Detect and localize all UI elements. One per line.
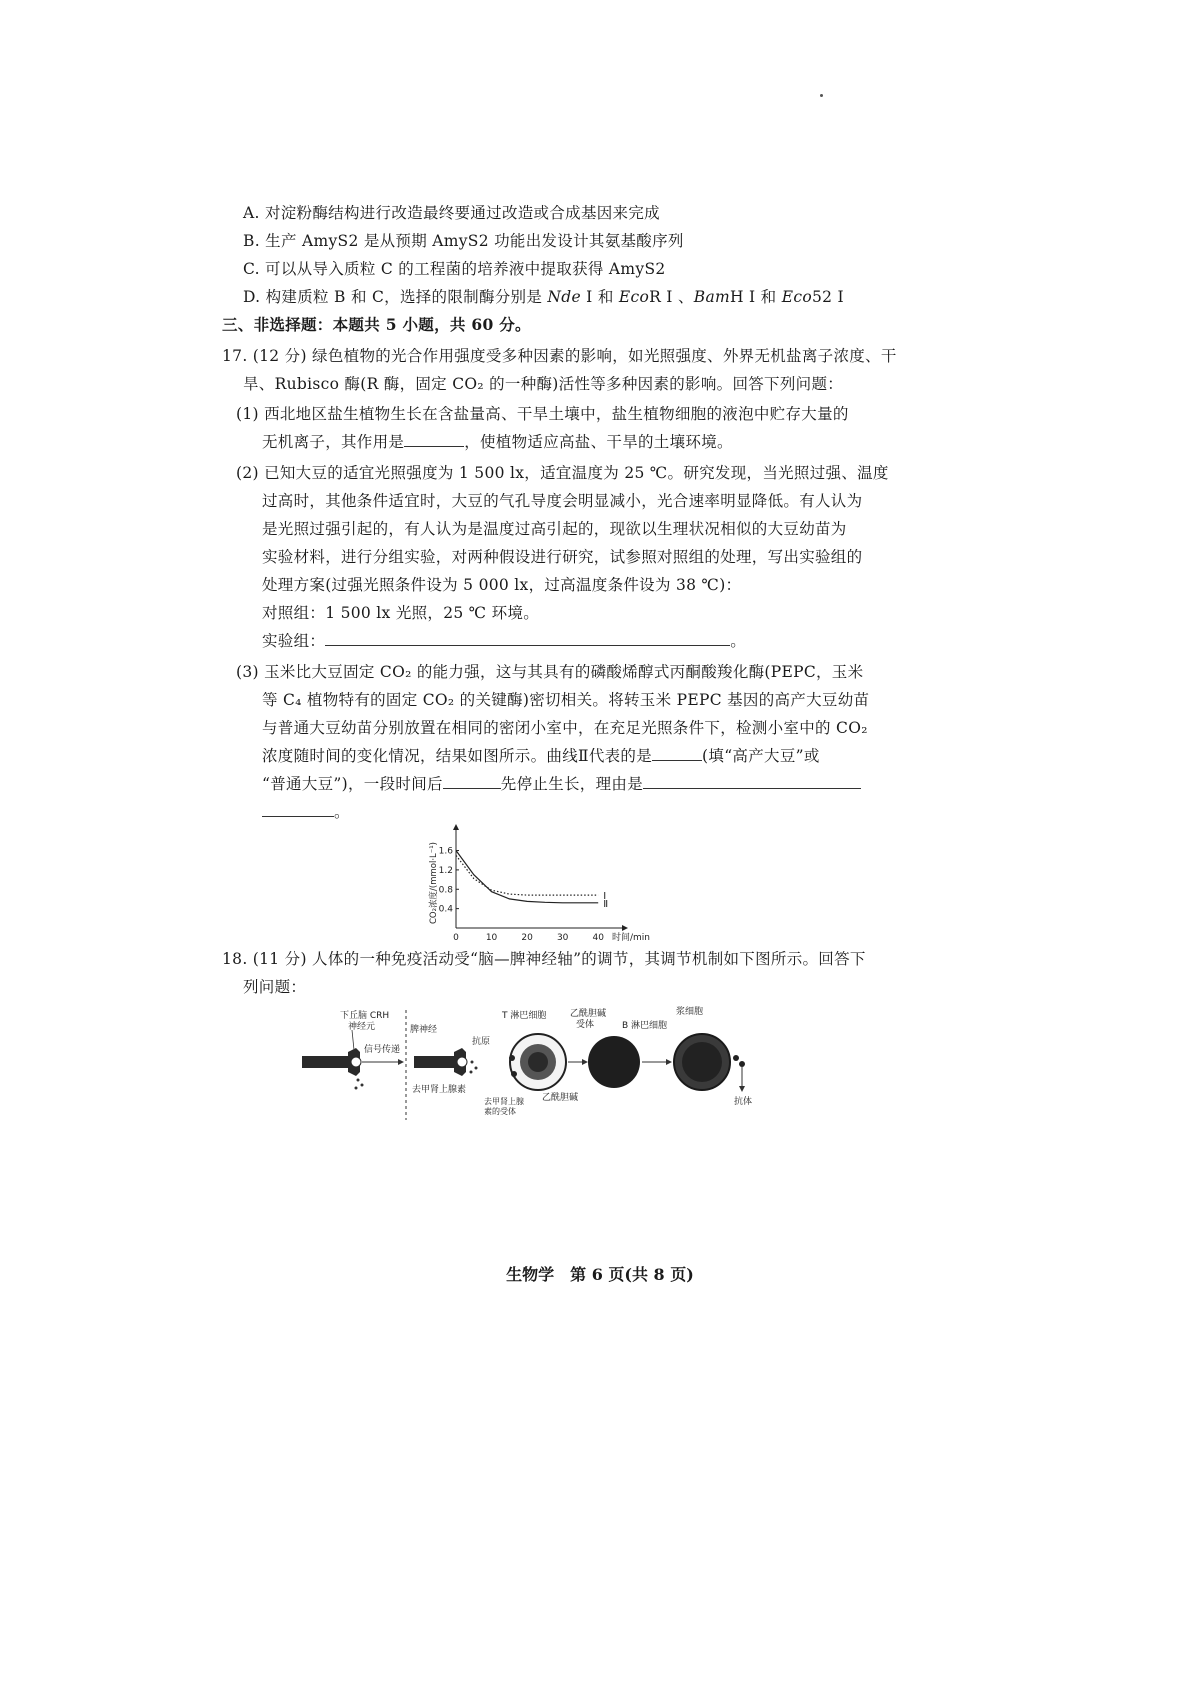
page-footer: 生物学 第 6 页(共 8 页) <box>506 1265 694 1284</box>
q17-part2-line2: 过高时，其他条件适宜时，大豆的气孔导度会明显减小，光合速率明显降低。有人认为 <box>262 492 863 510</box>
q17-part1-line1: (1) 西北地区盐生植物生长在含盐量高、干旱土壤中，盐生植物细胞的液泡中贮存大量的 <box>236 405 849 423</box>
enzyme-ecor-tail: R Ⅰ 、 <box>649 288 694 306</box>
y-axis-label: CO₂浓度/(mmol·L⁻¹) <box>429 842 439 924</box>
antigen-label: 抗原 <box>472 1037 491 1047</box>
option-b: B. 生产 AmyS2 是从预期 AmyS2 功能出发设计其氨基酸序列 <box>243 232 684 250</box>
q17-part2-line5: 处理方案(过强光照条件设为 5 000 lx，过高温度条件设为 38 ℃)： <box>262 576 742 594</box>
q17-control-group: 对照组：1 500 lx 光照，25 ℃ 环境。 <box>262 604 540 622</box>
q17-part1-text-b: ，使植物适应高盐、干旱的土壤环境。 <box>464 433 733 451</box>
answer-blank-5[interactable] <box>643 774 861 789</box>
series-label-2: Ⅱ <box>603 898 609 910</box>
ach-label: 乙酰胆碱 <box>542 1093 579 1103</box>
x-tick-label: 20 <box>521 933 533 943</box>
enzyme-eco52-tail: 52 Ⅰ <box>811 288 844 306</box>
q17-part2-line1: (2) 已知大豆的适宜光照强度为 1 500 lx，适宜温度为 25 ℃。研究发现，当光照过强、温度 <box>236 464 889 482</box>
answer-blank-4[interactable] <box>443 774 501 789</box>
immune-diagram <box>290 1000 780 1150</box>
y-tick-label: 1.2 <box>438 865 453 876</box>
q17-part3-line4 <box>262 745 820 767</box>
x-tick-label: 40 <box>592 933 604 943</box>
answer-blank-5-cont[interactable] <box>262 802 334 817</box>
plasma-cell <box>674 1034 730 1090</box>
vesicle-dots-1 <box>355 1079 364 1090</box>
q17-part3-text-c: “普通大豆”)，一段时间后 <box>262 775 443 793</box>
q17-part3-text-d: 先停止生长，理由是 <box>500 775 643 793</box>
section-title: 三、非选择题：本题共 5 小题，共 60 分。 <box>222 315 531 334</box>
q17-part3-line5 <box>262 773 861 795</box>
q17-part3-line2: 等 C₄ 植物特有的固定 CO₂ 的关键酶)密切相关。将转玉米 PEPC 基因的高产大豆幼苗 <box>262 691 870 709</box>
ach-receptor-label-2: 受体 <box>576 1020 595 1030</box>
answer-blank-2[interactable] <box>325 631 730 646</box>
t-lymphocyte <box>509 1034 566 1090</box>
t-cell-label: T 淋巴细胞 <box>502 1011 547 1021</box>
y-tick-label: 0.8 <box>438 885 453 896</box>
crh-label-2: 神经元 <box>348 1022 376 1032</box>
spleen-nerve-label: 脾神经 <box>410 1025 438 1035</box>
norepinephrine-label: 去甲肾上腺素 <box>412 1085 467 1095</box>
y-tick-label: 0.4 <box>438 904 453 915</box>
crh-neuron <box>302 1048 361 1076</box>
option-d <box>243 286 844 308</box>
q17-part3-text-a: 浓度随时间的变化情况，结果如图所示。曲线Ⅱ代表的是 <box>262 747 653 765</box>
q17-part3-line1: (3) 玉米比大豆固定 CO₂ 的能力强，这与其具有的磷酸烯醇式丙酮酸羧化酶(PEPC，玉米 <box>236 663 864 681</box>
q17-part3-period: 。 <box>334 803 350 821</box>
crh-label-1: 下丘脑 CRH <box>340 1011 390 1021</box>
option-a: A. 对淀粉酶结构进行改造最终要通过改造或合成基因来完成 <box>243 204 660 222</box>
co2-chart <box>420 826 651 944</box>
antibody-label: 抗体 <box>734 1097 753 1107</box>
enzyme-ecor: Eco <box>618 288 650 306</box>
enzyme-nde-tail: Ⅰ 和 <box>580 288 619 306</box>
q17-part1-line2 <box>262 431 733 453</box>
series-line-1 <box>456 855 598 895</box>
q17-intro-1: 17. (12 分) 绿色植物的光合作用强度受多种因素的影响，如光照强度、外界无机盐离子浓度、干 <box>222 347 897 365</box>
ne-receptor-label-2: 素的受体 <box>484 1107 516 1116</box>
plasma-cell-label: 浆细胞 <box>676 1007 704 1017</box>
answer-blank-3[interactable] <box>652 746 702 761</box>
b-lymphocyte <box>588 1036 640 1088</box>
ach-receptor-label-1: 乙酰胆碱 <box>570 1009 607 1019</box>
x-axis-arrow <box>622 925 628 931</box>
q17-part3-line3: 与普通大豆幼苗分别放置在相同的密闭小室中，在充足光照条件下，检测小室中的 CO₂ <box>262 719 868 737</box>
antibody-icon <box>733 1055 745 1092</box>
q17-intro-2: 旱、Rubisco 酶(R 酶，固定 CO₂ 的一种酶)活性等多种因素的影响。回答下列问题： <box>243 375 844 393</box>
experimental-period: 。 <box>730 632 747 650</box>
enzyme-bamh: Bam <box>693 288 730 306</box>
q18-intro-2: 列问题： <box>243 978 307 996</box>
ne-receptor-label-1: 去甲肾上腺 <box>484 1097 524 1106</box>
enzyme-nde: Nde <box>547 288 581 306</box>
option-c: C. 可以从导入质粒 C 的工程菌的培养液中提取获得 AmyS2 <box>243 260 666 278</box>
x-tick-label: 10 <box>485 933 498 943</box>
vesicle-dots-2 <box>470 1061 478 1074</box>
q17-part2-line3: 是光照过强引起的，有人认为是温度过高引起的，现欲以生理状况相似的大豆幼苗为 <box>262 520 847 538</box>
y-axis-arrow <box>453 824 459 830</box>
option-d-prefix: D. 构建质粒 B 和 C，选择的限制酶分别是 <box>243 288 548 306</box>
b-cell-label: B 淋巴细胞 <box>622 1021 668 1031</box>
q18-intro-1: 18. (11 分) 人体的一种免疫活动受“脑—脾神经轴”的调节，其调节机制如下图所示。回答下 <box>222 950 866 968</box>
y-tick-label: 1.6 <box>438 846 453 857</box>
x-tick-label: 30 <box>556 933 569 943</box>
scan-speck <box>820 94 823 97</box>
enzyme-bamh-tail: H Ⅰ 和 <box>729 288 782 306</box>
q17-part3-text-b: (填“高产大豆”或 <box>702 747 820 765</box>
x-axis-label: 时间/min <box>612 933 651 943</box>
experimental-label: 实验组： <box>262 632 326 650</box>
spleen-nerve <box>414 1048 467 1076</box>
series-line-2 <box>456 851 598 903</box>
q17-experimental-group <box>262 630 746 652</box>
signal-label: 信号传递 <box>364 1045 401 1055</box>
answer-blank-1[interactable] <box>404 432 464 447</box>
enzyme-eco52: Eco <box>781 288 812 306</box>
q17-part3-line6 <box>262 801 350 823</box>
series-label-1: Ⅰ <box>603 891 607 903</box>
q17-part1-text-a: 无机离子，其作用是 <box>262 433 405 451</box>
x-tick-label: 0 <box>453 933 459 943</box>
q17-part2-line4: 实验材料，进行分组实验，对两种假设进行研究，试参照对照组的处理，写出实验组的 <box>262 548 863 566</box>
